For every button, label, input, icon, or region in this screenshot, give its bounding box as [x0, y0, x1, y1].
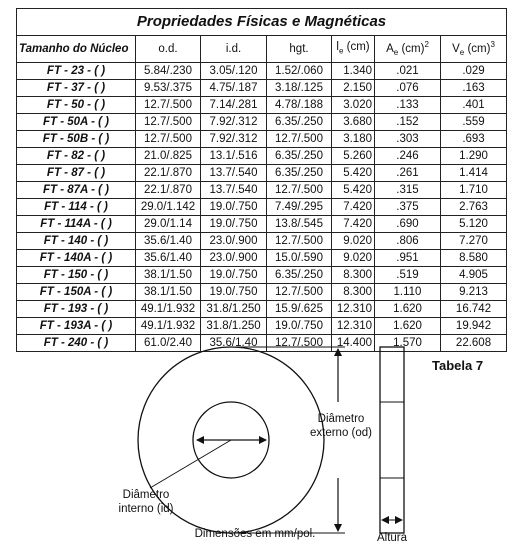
cell-od: 49.1/1.932 — [136, 301, 201, 318]
cell-od: 38.1/1.50 — [136, 284, 201, 301]
table-caption: Tabela 7 — [432, 358, 484, 373]
cell-le: 2.150 — [332, 80, 375, 97]
cell-core-size: FT - 23 - ( ) — [17, 63, 136, 80]
cell-ae: .261 — [375, 165, 441, 182]
cell-ve: 9.213 — [441, 284, 507, 301]
cell-ve: 7.270 — [441, 233, 507, 250]
cell-hgt: 6.35/.250 — [267, 267, 332, 284]
cell-core-size: FT - 193A - ( ) — [17, 318, 136, 335]
header-ve-sub: e — [459, 48, 465, 58]
cell-hgt: 13.8/.545 — [267, 216, 332, 233]
cell-ve: .163 — [441, 80, 507, 97]
cell-ae: .375 — [375, 199, 441, 216]
cell-ve: 19.942 — [441, 318, 507, 335]
cell-od: 29.0/1.14 — [136, 216, 201, 233]
cell-core-size: FT - 37 - ( ) — [17, 80, 136, 97]
cell-le: 3.180 — [332, 131, 375, 148]
cell-hgt: 12.7/.500 — [267, 284, 332, 301]
cell-le: 14.400 — [332, 335, 375, 352]
cell-le: 7.420 — [332, 199, 375, 216]
cell-le: 7.420 — [332, 216, 375, 233]
cell-ve: 22.608 — [441, 335, 507, 352]
cell-id: 3.05/.120 — [201, 63, 267, 80]
cell-le: 5.420 — [332, 165, 375, 182]
cell-hgt: 15.9/.625 — [267, 301, 332, 318]
cell-le: 8.300 — [332, 267, 375, 284]
cell-od: 21.0/.825 — [136, 148, 201, 165]
cell-ve: .559 — [441, 114, 507, 131]
cell-core-size: FT - 114 - ( ) — [17, 199, 136, 216]
header-ve-sup: 3 — [490, 40, 495, 49]
cell-ve: .401 — [441, 97, 507, 114]
cell-od: 49.1/1.932 — [136, 318, 201, 335]
cell-core-size: FT - 150A - ( ) — [17, 284, 136, 301]
cell-core-size: FT - 50B - ( ) — [17, 131, 136, 148]
cell-hgt: 19.0/.750 — [267, 318, 332, 335]
cell-hgt: 12.7/.500 — [267, 182, 332, 199]
od-label — [300, 412, 382, 440]
cell-id: 19.0/.750 — [201, 284, 267, 301]
cell-hgt: 3.18/.125 — [267, 80, 332, 97]
cell-le: 12.310 — [332, 318, 375, 335]
cell-core-size: FT - 193 - ( ) — [17, 301, 136, 318]
cell-id: 23.0/.900 — [201, 233, 267, 250]
id-label-line-1: Diâmetro — [122, 489, 170, 501]
cell-od: 5.84/.230 — [136, 63, 201, 80]
cell-ve: .029 — [441, 63, 507, 80]
cell-core-size: FT - 140 - ( ) — [17, 233, 136, 250]
cell-id: 31.8/1.250 — [201, 301, 267, 318]
cell-ae: 1.110 — [375, 284, 441, 301]
cell-hgt: 7.49/.295 — [267, 199, 332, 216]
cell-core-size: FT - 150 - ( ) — [17, 267, 136, 284]
cell-ae: .690 — [375, 216, 441, 233]
table-title: Propriedades Físicas e Magnéticas — [17, 9, 507, 36]
cell-od: 29.0/1.142 — [136, 199, 201, 216]
header-hgt: hgt. — [267, 36, 332, 63]
id-label — [106, 488, 186, 516]
cell-id: 13.7/.540 — [201, 165, 267, 182]
cell-hgt: 12.7/.500 — [267, 131, 332, 148]
cell-core-size: FT - 82 - ( ) — [17, 148, 136, 165]
cell-ve: 8.580 — [441, 250, 507, 267]
cell-hgt: 1.52/.060 — [267, 63, 332, 80]
cell-id: 19.0/.750 — [201, 199, 267, 216]
header-ae-sub: e — [393, 48, 399, 58]
cell-ae: 1.620 — [375, 301, 441, 318]
cell-ae: .519 — [375, 267, 441, 284]
toroid-side-view — [380, 347, 404, 533]
units-note: Dimensões em mm/pol. — [194, 528, 316, 540]
cell-od: 22.1/.870 — [136, 182, 201, 199]
od-label-line-2: externo (od) — [309, 427, 372, 439]
header-od: o.d. — [136, 36, 201, 63]
header-le-unit: (cm) — [346, 40, 370, 53]
cell-hgt: 6.35/.250 — [267, 114, 332, 131]
cell-hgt: 6.35/.250 — [267, 165, 332, 182]
cell-ae: .246 — [375, 148, 441, 165]
cell-id: 23.0/.900 — [201, 250, 267, 267]
cell-od: 12.7/.500 — [136, 97, 201, 114]
header-ve-symbol: V — [452, 42, 460, 55]
od-label-line-1: Diâmetro — [317, 413, 365, 425]
cell-ae: .315 — [375, 182, 441, 199]
header-id: i.d. — [201, 36, 267, 63]
cell-core-size: FT - 50 - ( ) — [17, 97, 136, 114]
cell-le: 9.020 — [332, 250, 375, 267]
cell-id: 7.92/.312 — [201, 114, 267, 131]
cell-ve: 1.290 — [441, 148, 507, 165]
header-core-size: Tamanho do Núcleo — [17, 36, 136, 63]
header-le-symbol: l — [336, 40, 339, 53]
cell-id: 31.8/1.250 — [201, 318, 267, 335]
cell-id: 35.6/1.40 — [201, 335, 267, 352]
cell-ve: 2.763 — [441, 199, 507, 216]
cell-ae: .076 — [375, 80, 441, 97]
cell-od: 12.7/.500 — [136, 131, 201, 148]
cell-id: 13.1/.516 — [201, 148, 267, 165]
cell-ae: .806 — [375, 233, 441, 250]
header-ae-unit: (cm) — [401, 42, 425, 55]
cell-le: 12.310 — [332, 301, 375, 318]
cell-hgt: 6.35/.250 — [267, 148, 332, 165]
id-label-line-2: interno (id) — [118, 503, 174, 515]
cell-ae: .303 — [375, 131, 441, 148]
cell-id: 7.14/.281 — [201, 97, 267, 114]
cell-le: 5.420 — [332, 182, 375, 199]
cell-le: 3.020 — [332, 97, 375, 114]
cell-core-size: FT - 50A - ( ) — [17, 114, 136, 131]
cell-core-size: FT - 87 - ( ) — [17, 165, 136, 182]
cell-od: 38.1/1.50 — [136, 267, 201, 284]
cell-ae: .951 — [375, 250, 441, 267]
header-ae-sup: 2 — [424, 40, 429, 49]
cell-od: 61.0/2.40 — [136, 335, 201, 352]
cell-id: 19.0/.750 — [201, 267, 267, 284]
cell-ve: .693 — [441, 131, 507, 148]
cell-ve: 5.120 — [441, 216, 507, 233]
cell-ae: .021 — [375, 63, 441, 80]
cell-od: 9.53/.375 — [136, 80, 201, 97]
cell-od: 35.6/1.40 — [136, 250, 201, 267]
header-ae-symbol: A — [386, 42, 394, 55]
cell-id: 4.75/.187 — [201, 80, 267, 97]
cell-ve: 1.414 — [441, 165, 507, 182]
cell-le: 3.680 — [332, 114, 375, 131]
header-ve-unit: (cm) — [467, 42, 491, 55]
cell-ae: .152 — [375, 114, 441, 131]
cell-hgt: 4.78/.188 — [267, 97, 332, 114]
cell-hgt: 15.0/.590 — [267, 250, 332, 267]
cell-le: 1.340 — [332, 63, 375, 80]
cell-le: 9.020 — [332, 233, 375, 250]
cell-le: 5.260 — [332, 148, 375, 165]
cell-core-size: FT - 87A - ( ) — [17, 182, 136, 199]
cell-hgt: 12.7/.500 — [267, 335, 332, 352]
cell-hgt: 12.7/.500 — [267, 233, 332, 250]
cell-ve: 4.905 — [441, 267, 507, 284]
cell-core-size: FT - 140A - ( ) — [17, 250, 136, 267]
height-label: Altura — [376, 532, 408, 544]
cell-ae: 1.620 — [375, 318, 441, 335]
cell-core-size: FT - 114A - ( ) — [17, 216, 136, 233]
cell-core-size: FT - 240 - ( ) — [17, 335, 136, 352]
cell-ve: 1.710 — [441, 182, 507, 199]
cell-ae: 1.570 — [375, 335, 441, 352]
cell-od: 22.1/.870 — [136, 165, 201, 182]
cell-le: 8.300 — [332, 284, 375, 301]
cell-ve: 16.742 — [441, 301, 507, 318]
cell-ae: .133 — [375, 97, 441, 114]
cell-id: 19.0/.750 — [201, 216, 267, 233]
cell-od: 35.6/1.40 — [136, 233, 201, 250]
header-le-sub: e — [338, 46, 344, 56]
cell-id: 7.92/.312 — [201, 131, 267, 148]
id-leader-line — [150, 440, 231, 488]
cell-id: 13.7/.540 — [201, 182, 267, 199]
cell-od: 12.7/.500 — [136, 114, 201, 131]
